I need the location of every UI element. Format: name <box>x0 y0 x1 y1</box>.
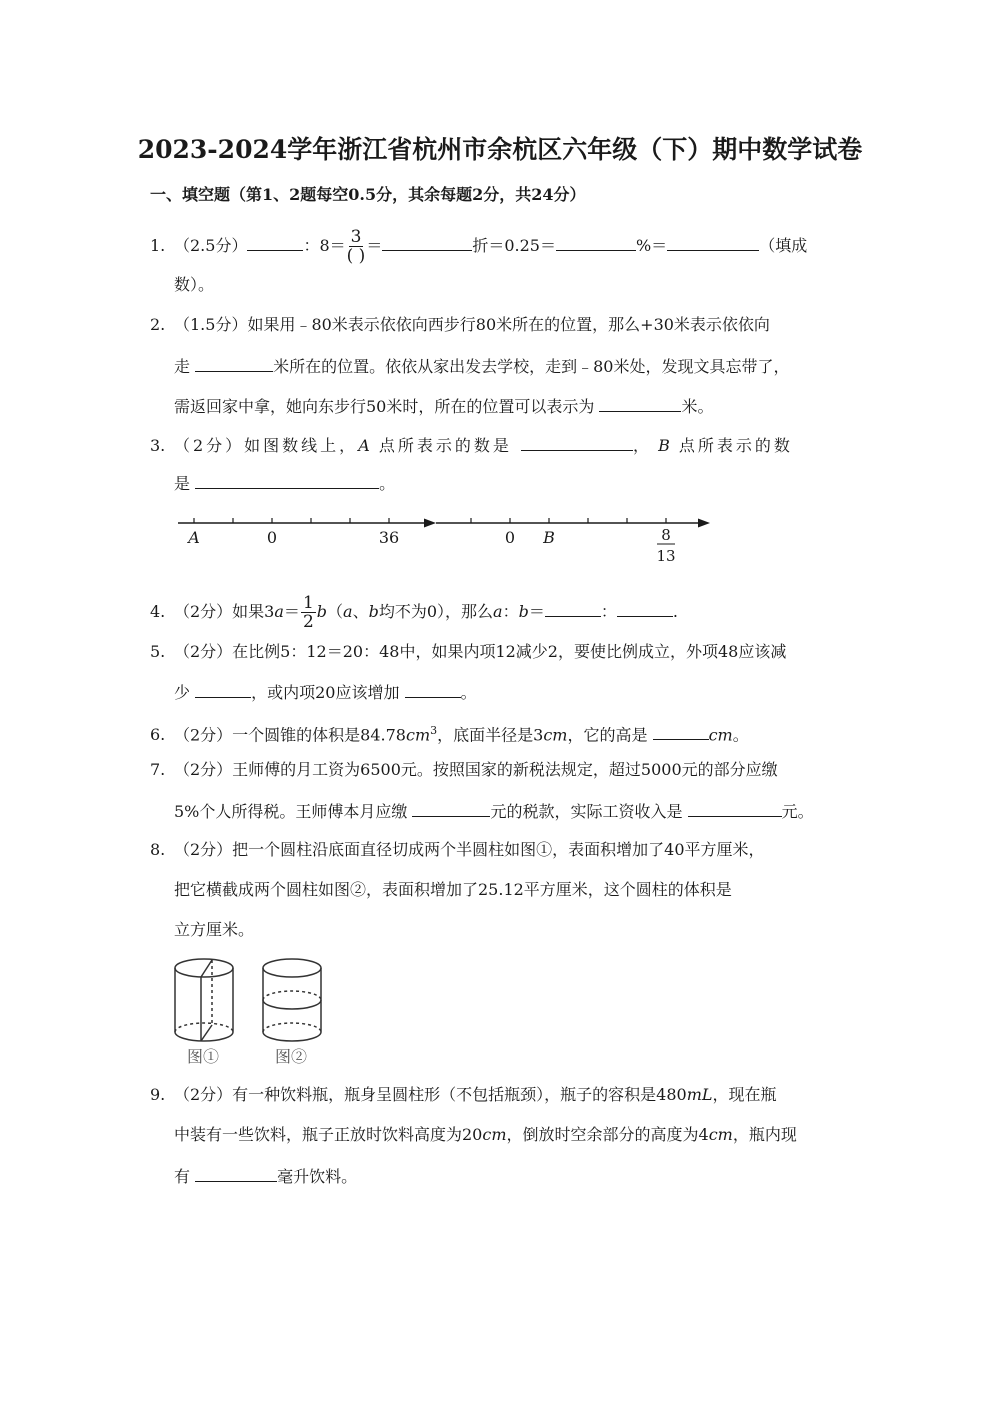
text: 是 <box>174 474 191 493</box>
text: （2分）如图数线上， <box>174 436 359 455</box>
text: ＝ <box>366 236 383 255</box>
answer-blank[interactable] <box>521 432 633 451</box>
text: （2分）有一种饮料瓶，瓶身呈圆柱形（不包括瓶颈），瓶子的容积是480 <box>174 1085 687 1104</box>
number-line-2 <box>436 518 710 565</box>
text: 元的税款，实际工资收入是 <box>490 802 683 821</box>
answer-blank[interactable] <box>556 232 636 251</box>
text: ：8＝ <box>303 236 346 255</box>
question-9-line-2 <box>174 1123 797 1147</box>
unit: cm <box>543 725 568 745</box>
question-8-line-3: 立方厘米。 <box>174 920 255 939</box>
question-number: 2. <box>150 315 166 334</box>
text: ： <box>502 602 519 621</box>
question-number: 4. <box>150 602 166 621</box>
question-2-line-3 <box>174 393 713 417</box>
text: （2分）一个圆锥的体积是84.78 <box>174 725 406 745</box>
unit: cm <box>708 725 733 745</box>
answer-blank[interactable] <box>195 679 251 698</box>
text: 5%个人所得税。王师傅本月应缴 <box>174 802 408 821</box>
text: ，或内项20应该增加 <box>251 683 400 702</box>
question-7-line-2 <box>174 798 814 822</box>
text: . <box>672 602 678 621</box>
tick-label: B <box>543 528 555 547</box>
exponent: 3 <box>430 724 438 737</box>
tick-label: 0 <box>266 528 278 547</box>
question-number: 8. <box>150 840 166 859</box>
text: （2分）王师傅的月工资为6500元。按照国家的新税法规定，超过5000元的部分应缴 <box>174 760 778 779</box>
text: 米所在的位置。依依从家出发去学校，走到﹣80米处，发现文具忘带了， <box>273 357 790 376</box>
text: 均不为0），那么 <box>378 602 494 621</box>
fraction-numerator: 8 <box>661 526 671 544</box>
arrow-icon <box>698 519 710 528</box>
text: 、 <box>352 602 369 621</box>
text: 。 <box>379 474 396 493</box>
text: （2分）在比例5：12＝20：48中，如果内项12减少2，要使比例成立，外项48应该减 <box>174 642 787 661</box>
numerator: 1 <box>302 593 314 613</box>
text: ＝ <box>528 602 545 621</box>
var: b <box>518 602 529 621</box>
tick-label: 36 <box>378 528 400 547</box>
text: ， <box>632 436 649 455</box>
fraction <box>301 594 316 631</box>
var: b <box>316 602 328 621</box>
answer-blank[interactable] <box>195 470 379 489</box>
question-number: 3. <box>150 436 166 455</box>
text: （填成 <box>759 236 808 255</box>
answer-blank[interactable] <box>382 232 472 251</box>
answer-blank[interactable] <box>667 232 759 251</box>
section-heading: 一、填空题（第1、2题每空0.5分，其余每题2分，共24分） <box>150 185 586 204</box>
text: ，现在瓶 <box>712 1085 777 1104</box>
cylinder-figure-1 <box>175 959 233 1041</box>
text: （ <box>327 602 344 621</box>
text: ，它的高是 <box>567 725 648 745</box>
denominator: 2 <box>302 612 314 632</box>
text: 米。 <box>681 397 714 416</box>
question-2-line-2 <box>174 353 789 377</box>
numerator: 3 <box>350 227 362 247</box>
text: 需返回家中拿，她向东步行50米时，所在的位置可以表示为 <box>174 397 595 416</box>
answer-blank[interactable] <box>688 798 782 817</box>
question-3-line-2 <box>174 470 395 494</box>
question-1-line-2: 数）。 <box>174 275 215 294</box>
unit: cm <box>482 1125 507 1144</box>
var: b <box>368 602 379 621</box>
unit: cm <box>708 1125 733 1144</box>
text: 元。 <box>781 802 814 821</box>
answer-blank[interactable] <box>653 721 709 740</box>
question-number: 1. <box>150 236 166 255</box>
text: （2分）把一个圆柱沿底面直径切成两个半圆柱如图①，表面积增加了40平方厘米， <box>174 840 765 859</box>
text: 有 <box>174 1167 191 1186</box>
denominator-blank[interactable]: ( ) <box>346 246 366 266</box>
question-3-line-1 <box>150 432 793 456</box>
text: ： <box>600 602 617 621</box>
text: 折＝0.25＝ <box>472 236 556 255</box>
number-line-figure <box>170 505 730 575</box>
answer-blank[interactable] <box>247 232 303 251</box>
question-2-line-1 <box>150 313 770 337</box>
answer-blank[interactable] <box>412 798 490 817</box>
answer-blank[interactable] <box>195 353 273 372</box>
var-a: A <box>358 436 370 455</box>
question-number: 6. <box>150 725 166 745</box>
text: ＝ <box>283 602 300 621</box>
number-line-1 <box>178 518 436 547</box>
fraction-denominator: 13 <box>656 547 676 565</box>
question-7-line-1 <box>150 758 778 782</box>
text: %＝ <box>635 236 668 255</box>
figure-2-caption: 图② <box>275 1047 308 1066</box>
unit: mL <box>686 1085 713 1104</box>
answer-blank[interactable] <box>617 598 673 617</box>
var-b: B <box>658 436 670 455</box>
text: 走 <box>174 357 191 376</box>
question-9-line-1 <box>150 1083 777 1107</box>
question-9-line-3 <box>174 1163 357 1187</box>
unit: cm <box>406 725 431 745</box>
arrow-icon <box>424 519 436 528</box>
text: 中装有一些饮料，瓶子正放时饮料高度为20 <box>174 1125 483 1144</box>
var: a <box>343 602 353 621</box>
text: （1.5分）如果用﹣80米表示依依向西步行80米所在的位置，那么+30米表示依依向 <box>174 315 770 334</box>
var: a <box>274 602 284 621</box>
text: 点所表示的数 <box>678 436 793 455</box>
figure-1-caption: 图① <box>187 1047 220 1066</box>
text: 。 <box>732 725 749 745</box>
cylinder-figures <box>165 950 345 1075</box>
tick-label: 0 <box>504 528 516 547</box>
answer-blank[interactable] <box>599 393 681 412</box>
question-6-line-1 <box>150 719 749 743</box>
question-5-line-1 <box>150 640 786 664</box>
tick-label: A <box>188 528 200 547</box>
question-number: 9. <box>150 1085 166 1104</box>
score: （2.5分） <box>174 236 248 255</box>
question-number: 7. <box>150 760 166 779</box>
text: 毫升饮料。 <box>277 1167 358 1186</box>
document-title: 2023-2024学年浙江省杭州市余杭区六年级（下）期中数学试卷 <box>137 135 863 164</box>
question-8-line-1 <box>150 838 765 862</box>
question-8-line-2: 把它横截成两个圆柱如图②，表面积增加了25.12平方厘米，这个圆柱的体积是 <box>174 880 732 899</box>
fraction <box>347 228 366 265</box>
text: 。 <box>460 683 477 702</box>
text: 点所表示的数是 <box>378 436 512 455</box>
text: ，瓶内现 <box>732 1125 797 1144</box>
text: 少 <box>174 683 191 702</box>
cylinder-figure-2 <box>263 959 321 1041</box>
question-4-line-1 <box>150 594 678 630</box>
answer-blank[interactable] <box>545 598 601 617</box>
answer-blank[interactable] <box>405 679 461 698</box>
answer-blank[interactable] <box>195 1163 277 1182</box>
text: （2分）如果3 <box>174 602 275 621</box>
var: a <box>493 602 503 621</box>
text: ，底面半径是3 <box>437 725 544 745</box>
question-1-line-1 <box>150 227 808 266</box>
question-number: 5. <box>150 642 166 661</box>
question-5-line-2 <box>174 679 477 703</box>
text: ，倒放时空余部分的高度为4 <box>506 1125 709 1144</box>
